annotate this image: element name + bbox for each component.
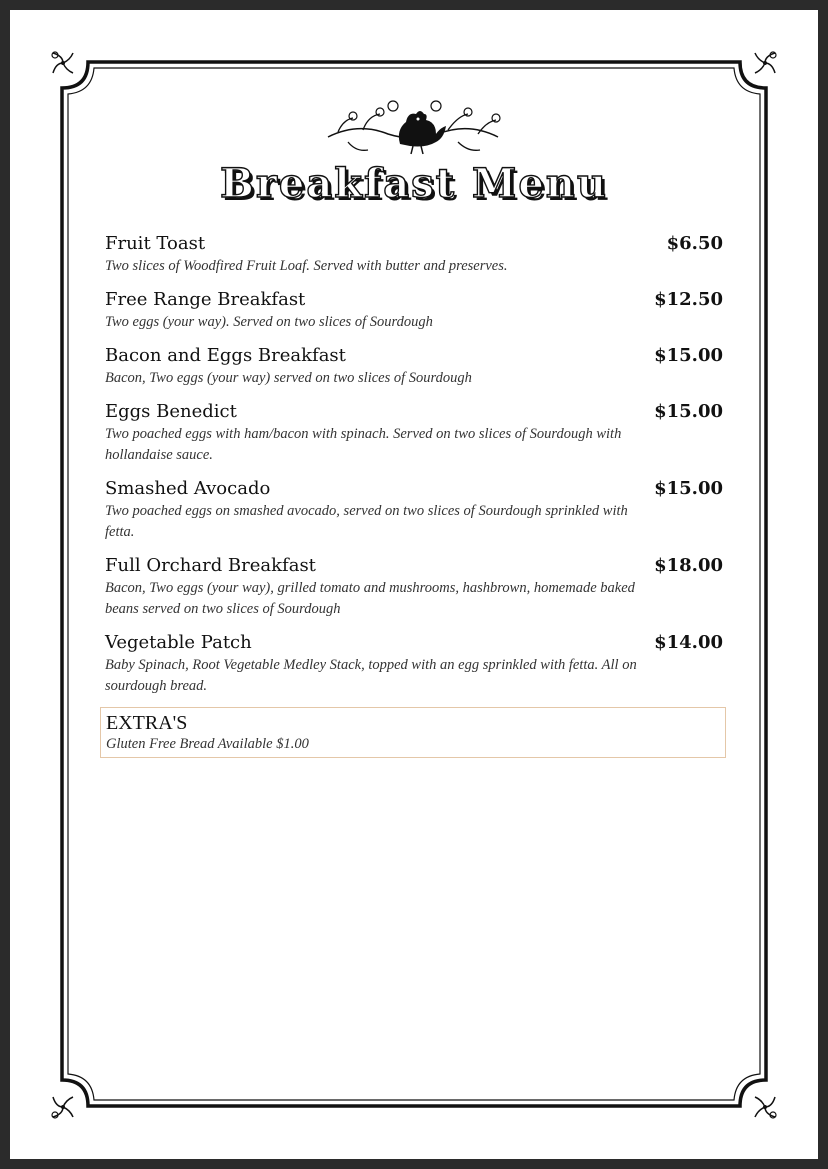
item-name: Smashed Avocado [105, 478, 271, 499]
item-description: Bacon, Two eggs (your way) served on two slices of Sourdough [105, 370, 472, 386]
item-price: $15.00 [654, 401, 723, 422]
list-item [105, 344, 723, 389]
list-item [105, 232, 723, 277]
item-price: $15.00 [654, 345, 723, 366]
item-name: Full Orchard Breakfast [105, 555, 316, 576]
list-item [105, 631, 723, 697]
item-price: $18.00 [654, 555, 723, 576]
item-description: Two poached eggs on smashed avocado, served on two slices of Sourdough sprinkled with fetta. [105, 503, 628, 540]
rooster-floral-ornament-icon [318, 92, 508, 162]
item-name: Vegetable Patch [105, 632, 252, 653]
item-name: Fruit Toast [105, 233, 206, 254]
item-description: Two slices of Woodfired Fruit Loaf. Served with butter and preserves. [105, 258, 508, 274]
item-price: $12.50 [654, 289, 723, 310]
item-price: $15.00 [654, 478, 723, 499]
floral-corner-icon [750, 1092, 780, 1122]
item-description: Bacon, Two eggs (your way), grilled tomato and mushrooms, hashbrown, homemade baked beans served on two slices of Sourdough [105, 580, 635, 617]
page-title: Breakfast Menu [220, 160, 608, 207]
list-item [105, 400, 723, 466]
menu-page [10, 10, 818, 1159]
list-item [105, 477, 723, 543]
list-item [105, 554, 723, 620]
item-name: Eggs Benedict [105, 401, 237, 422]
floral-corner-icon [750, 48, 780, 78]
item-name: Free Range Breakfast [105, 289, 306, 310]
item-price: $14.00 [654, 632, 723, 653]
item-description: Baby Spinach, Root Vegetable Medley Stack, topped with an egg sprinkled with fetta. All on sourdough bread. [105, 657, 637, 694]
extras-text: Gluten Free Bread Available $1.00 [106, 736, 309, 752]
floral-corner-icon [48, 48, 78, 78]
floral-corner-icon [48, 1092, 78, 1122]
list-item [105, 288, 723, 333]
extras-box [100, 707, 726, 758]
item-description: Two poached eggs with ham/bacon with spinach. Served on two slices of Sourdough with hollandaise sauce. [105, 426, 622, 463]
extras-title: EXTRA'S [106, 712, 188, 734]
item-description: Two eggs (your way). Served on two slices of Sourdough [105, 314, 433, 330]
item-name: Bacon and Eggs Breakfast [105, 345, 346, 366]
menu-items-list [105, 232, 723, 708]
item-price: $6.50 [666, 233, 723, 254]
